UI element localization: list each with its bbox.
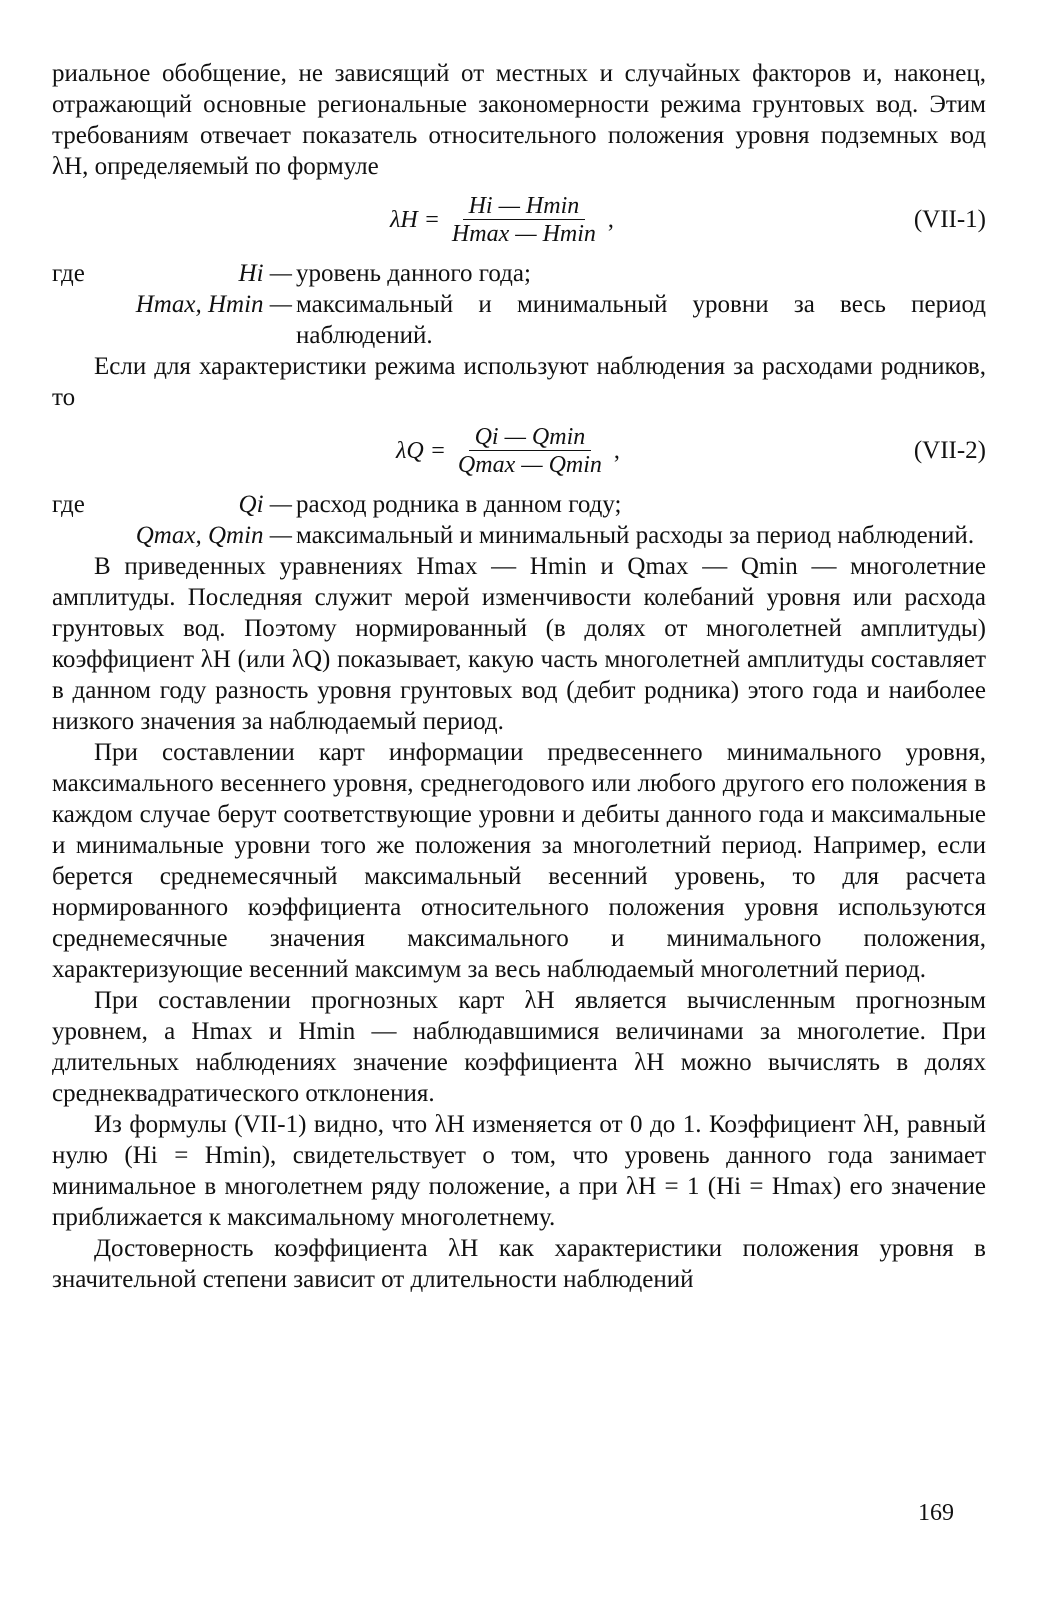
definition-symbol: Hi — (238, 260, 292, 287)
paragraph-coefficient-range: Из формулы (VII-1) видно, что λH изменяется от 0 до 1. Коэффициент λH, равный нулю (Hi = Hmin), свидетельствует о том, что уровень данного года занимает минимальное в многолетнем ряду положение, а при λH = 1 (Hi = Hmax) его значение приближается к максимальному многолетнему. (52, 1111, 986, 1231)
page-content (52, 58, 986, 1295)
definition-row (52, 520, 986, 551)
formula-vii-2-denominator: Qmax — Qmin (457, 451, 602, 478)
formula-vii-1-lhs: λH = (390, 206, 440, 233)
page-number: 169 (918, 1500, 954, 1526)
definition-text: максимальный и минимальный расходы за период наблюдений. (296, 522, 975, 549)
definition-text: максимальный и минимальный уровни за весь период наблюдений. (296, 291, 986, 349)
where-label: где (52, 491, 85, 518)
paragraph-springs: Если для характеристики режима используют наблюдения за расходами родников, то (52, 353, 986, 411)
formula-vii-2-fraction (452, 424, 608, 479)
formula-vii-1-fraction (446, 193, 602, 248)
definition-text: расход родника в данном году; (296, 491, 622, 518)
definition-row (52, 289, 986, 351)
definition-text: уровень данного года; (296, 260, 531, 287)
paragraph-information-maps: При составлении карт информации предвесеннего минимального уровня, максимального весеннего уровня, среднегодового или любого другого его положения в каждом случае берут соответствующие уровни и дебиты данного года и максимальные и минимальные уровни того же положения за многолетний период. Например, если берется среднемесячный максимальный весенний уровень, то для расчета нормированного коэффициента относительного положения уровня используются среднемесячные значения максимального и минимального положения, характеризующие весенний максимум за весь наблюдаемый многолетний период. (52, 739, 986, 983)
definition-symbol: Qi — (238, 491, 292, 518)
paragraph-reliability: Достоверность коэффициента λH как характеристики положения уровня в значительной степени зависит от длительности наблюдений (52, 1235, 986, 1293)
definition-row (52, 258, 986, 289)
definition-row (52, 489, 986, 520)
formula-vii-2 (52, 413, 986, 489)
formula-vii-2-number: (VII-2) (913, 437, 986, 464)
formula-vii-2-comma: , (613, 437, 620, 464)
paragraph-amplitudes: В приведенных уравнениях Hmax — Hmin и Qmax — Qmin — многолетние амплитуды. Последняя служит мерой изменчивости колебаний уровня или расхода грунтовых вод. Поэтому нормированный (в долях от многолетней амплитуды) коэффициент λH (или λQ) показывает, какую часть многолетней амплитуды составляет в данном году разность уровня грунтовых вод (дебит родника) этого года и наиболее низкого значения за наблюдаемый период. (52, 553, 986, 735)
formula-vii-1-comma: , (607, 206, 614, 233)
formula-vii-1-body (390, 193, 614, 248)
definition-symbol: Qmax, Qmin — (135, 522, 292, 549)
formula-vii-2-numerator: Qi — Qmin (469, 424, 592, 451)
paragraph-forecast-maps: При составлении прогнозных карт λH является вычисленным прогнозным уровнем, а Hmax и Hmin — наблюдавшимися величинами за многолетие. При длительных наблюдениях значение коэффициента λH можно вычислять в долях среднеквадратического отклонения. (52, 987, 986, 1107)
formula-vii-1 (52, 182, 986, 258)
formula-vii-1-numerator: Hi — Hmin (463, 193, 586, 220)
formula-vii-1-number: (VII-1) (913, 206, 986, 233)
where-label: где (52, 260, 85, 287)
formula-vii-2-body (396, 424, 620, 479)
formula-vii-1-denominator: Hmax — Hmin (451, 220, 596, 247)
paragraph-intro: риальное обобщение, не зависящий от местных и случайных факторов и, наконец, отражающий основные региональные закономерности режима грунтовых вод. Этим требованиям отвечает показатель относительного положения уровня подземных вод λH, определяемый по формуле (52, 60, 986, 180)
definition-symbol: Hmax, Hmin — (135, 291, 292, 318)
formula-vii-2-lhs: λQ = (396, 437, 446, 464)
